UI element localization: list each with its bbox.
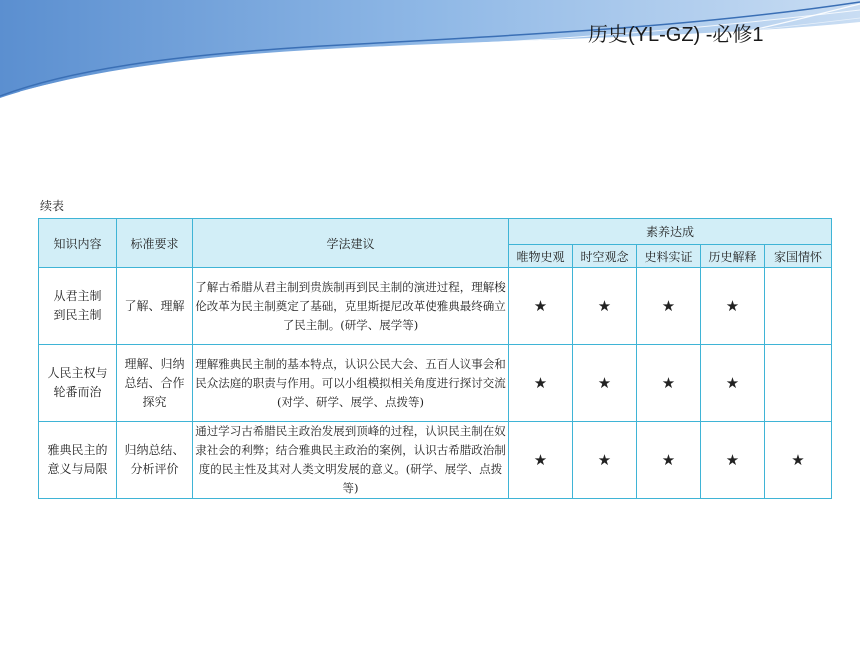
star-icon: ★ — [597, 450, 612, 469]
star-icon: ★ — [791, 450, 805, 469]
document-title: 历史(YL-GZ) -必修1 — [588, 24, 764, 46]
star-cell — [765, 268, 832, 345]
star-cell — [765, 345, 832, 422]
star-cell — [701, 345, 765, 422]
star-cell — [573, 422, 637, 499]
star-icon: ★ — [725, 373, 740, 392]
col-header-evidence: 史料实证 — [637, 245, 701, 268]
method-cell: 通过学习古希腊民主政治发展到顶峰的过程，认识民主制在奴隶社会的利弊；结合雅典民主政治的案例，认识古希腊政治制度的民主性及其对人类文明发展的意义。(研学、展学、点拨等) — [193, 422, 509, 499]
star-icon: ★ — [533, 450, 548, 469]
standard-cell: 理解、归纳 总结、合作 探究 — [117, 345, 193, 422]
star-icon: ★ — [725, 450, 740, 469]
star-icon: ★ — [597, 296, 612, 315]
star-cell — [637, 345, 701, 422]
star-icon: ★ — [661, 373, 676, 392]
table-row — [39, 268, 832, 345]
topic-cell: 从君主制 到民主制 — [39, 268, 117, 345]
col-header-materialism: 唯物史观 — [509, 245, 573, 268]
star-cell — [573, 345, 637, 422]
method-cell: 理解雅典民主制的基本特点，认识公民大会、五百人议事会和民众法庭的职责与作用。可以小组模拟相关角度进行探讨交流(对学、研学、展学、点拨等) — [193, 345, 509, 422]
topic-cell: 雅典民主的 意义与局限 — [39, 422, 117, 499]
standard-cell: 了解、理解 — [117, 268, 193, 345]
star-icon: ★ — [661, 296, 676, 315]
col-header-patriotism: 家国情怀 — [765, 245, 832, 268]
standard-cell: 归纳总结、 分析评价 — [117, 422, 193, 499]
star-cell — [765, 422, 832, 499]
table-row — [39, 422, 832, 499]
star-cell — [637, 268, 701, 345]
star-icon: ★ — [661, 450, 676, 469]
header-decoration — [0, 0, 860, 110]
star-cell — [509, 422, 573, 499]
col-header-method: 学法建议 — [193, 219, 509, 268]
col-header-spacetime: 时空观念 — [573, 245, 637, 268]
col-header-literacy: 素养达成 — [509, 219, 832, 245]
star-icon: ★ — [533, 296, 548, 315]
table-label: 续表 — [40, 199, 65, 213]
topic-cell: 人民主权与 轮番而治 — [39, 345, 117, 422]
star-icon: ★ — [725, 296, 740, 315]
star-cell — [509, 268, 573, 345]
col-header-standard: 标准要求 — [117, 219, 193, 268]
star-icon: ★ — [597, 373, 612, 392]
star-icon: ★ — [533, 373, 548, 392]
star-cell — [637, 422, 701, 499]
star-cell — [701, 422, 765, 499]
table-row — [39, 345, 832, 422]
star-cell — [573, 268, 637, 345]
method-cell: 了解古希腊从君主制到贵族制再到民主制的演进过程，理解梭伦改革为民主制奠定了基础，克里斯提尼改革使雅典最终确立了民主制。(研学、展学等) — [193, 268, 509, 345]
col-header-interpretation: 历史解释 — [701, 245, 765, 268]
knowledge-table — [38, 218, 832, 499]
col-header-topic: 知识内容 — [39, 219, 117, 268]
star-cell — [701, 268, 765, 345]
star-cell — [509, 345, 573, 422]
